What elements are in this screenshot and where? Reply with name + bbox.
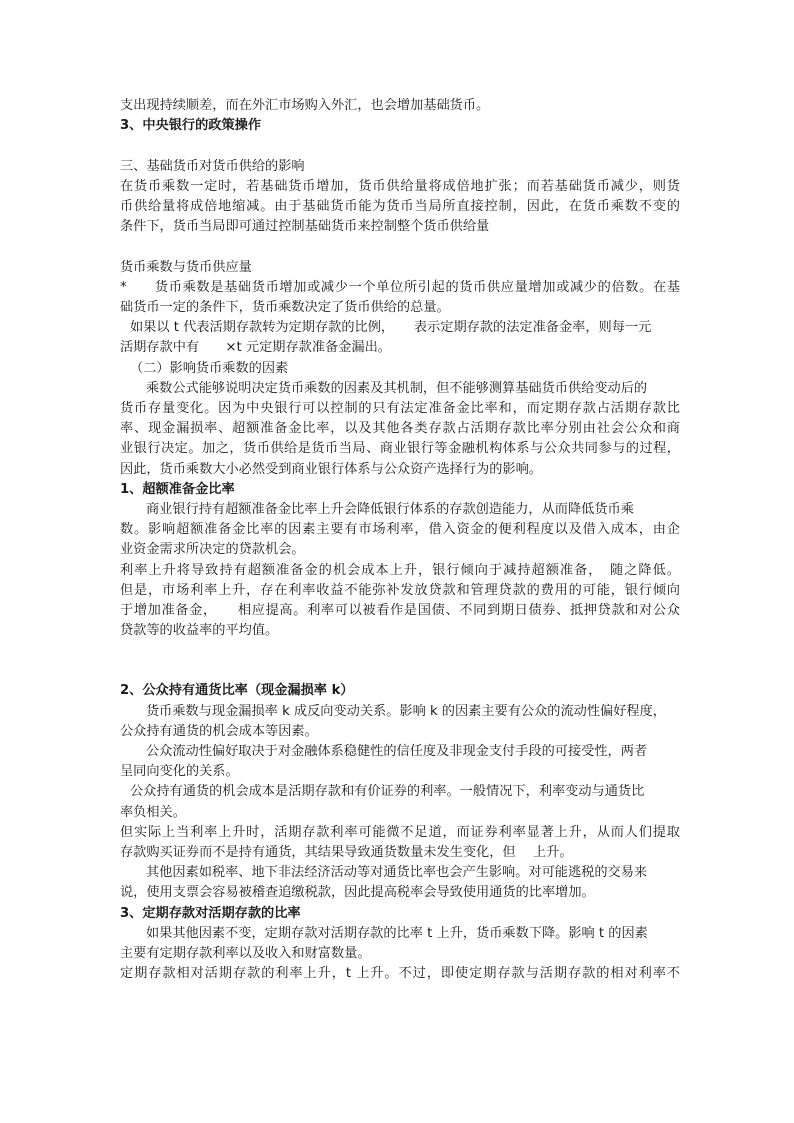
text-line: 但是，市场利率上升，存在利率收益不能弥补发放贷款和管理贷款的费用的可能，银行倾向 <box>120 582 680 598</box>
text-line: 货币乘数与现金漏损率 k 成反向变动关系。影响 k 的因素主要有公众的流动性偏好程度， <box>146 703 666 719</box>
text-line: 说，使用支票会容易被稽查追缴税款，因此提高税率会导致使用通货的比率增加。 <box>120 885 595 901</box>
text-line: 条件下，货币当局即可通过控制基础货币来控制整个货币供给量 <box>120 219 490 235</box>
text-line: 因此，货币乘数大小必然受到商业银行体系与公众资产选择行为的影响。 <box>120 461 542 477</box>
text-line: 于增加准备金， 相应提高。利率可以被看作是国债、不同到期日债券、抵押贷款和对公众 <box>120 603 680 619</box>
text-line: 公众持有通货的机会成本是活期存款和有价证券的利率。一般情况下，利率变动与通货比 <box>130 784 645 800</box>
section-heading: 三、基础货币对货币供给的影响 <box>120 158 305 174</box>
text-line: 业银行决定。加之，货币供给是货币当局、商业银行等金融机构体系与公众共同参与的过程， <box>120 441 680 457</box>
text-line: 定期存款相对活期存款的利率上升，t 上升。不过，即使定期存款与活期存款的相对利率不 <box>120 966 680 982</box>
document-page <box>120 96 680 985</box>
text-line: 如果以 t 代表活期存款转为定期存款的比例， 表示定期存款的法定准备金率，则每一元 <box>130 320 652 336</box>
text-line: 支出现持续顺差，而在外汇市场购入外汇，也会增加基础货币。 <box>120 98 490 113</box>
section-heading: （二）影响货币乘数的因素 <box>130 360 289 376</box>
text-line: 但实际上当利率上升时，活期存款利率可能微不足道，而证券利率显著上升，从而人们提取 <box>120 824 680 840</box>
text-line: 商业银行持有超额准备金比率上升会降低银行体系的存款创造能力，从而降低货币乘 <box>146 502 634 518</box>
text-line: 贷款等的收益率的平均值。 <box>120 623 279 639</box>
text-line: 公众持有通货的机会成本等因素。 <box>120 723 318 739</box>
text-line: * 货币乘数是基础货币增加或减少一个单位所引起的货币供应量增加或减少的倍数。在基 <box>120 279 680 295</box>
text-line: 数。影响超额准备金比率的因素主要有市场利率，借入资金的便利程度以及借入成本，由企 <box>120 522 680 538</box>
text-line: 呈同向变化的关系。 <box>120 764 239 780</box>
text-line: 公众流动性偏好取决于对金融体系稳健性的信任度及非现金支付手段的可接受性，两者 <box>146 744 648 760</box>
text-line: 在货币乘数一定时，若基础货币增加，货币供给量将成倍地扩张；而若基础货币减少，则货 <box>120 178 680 194</box>
section-heading: 1、超额准备金比率 <box>120 481 235 497</box>
text-line: 存款购买证券而不是持有通货，其结果导致通货数量未发生变化，但 上升。 <box>120 845 573 861</box>
section-heading: 2、公众持有通货比率（现金漏损率 k） <box>120 683 354 699</box>
section-heading: 3、中央银行的政策操作 <box>120 118 262 134</box>
text-line: 货币存量变化。因为中央银行可以控制的只有法定准备金比率和，而定期存款占活期存款比 <box>120 401 680 417</box>
section-heading: 3、定期存款对活期存款的比率 <box>120 905 301 921</box>
text-line: 利率上升将导致持有超额准备金的机会成本上升，银行倾向于减持超额准备， 随之降低。 <box>120 562 680 578</box>
text-line: 础货币一定的条件下，货币乘数决定了货币供给的总量。 <box>120 300 450 315</box>
text-line: 率负相关。 <box>120 804 186 820</box>
text-line: 率、现金漏损率、超额准备金比率，以及其他各类存款占活期存款比率分别由社会公众和商 <box>120 421 680 437</box>
text-line: 业资金需求所决定的贷款机会。 <box>120 542 305 558</box>
text-line: 其他因素如税率、地下非法经济活动等对通货比率也会产生影响。对可能逃税的交易来 <box>146 865 648 881</box>
text-line: 主要有定期存款利率以及收入和财富数量。 <box>120 946 371 962</box>
text-line: 币供给量将成倍地缩减。由于基础货币能为货币当局所直接控制，因此，在货币乘数不变的 <box>120 199 680 214</box>
section-heading: 货币乘数与货币供应量 <box>120 259 252 275</box>
text-line: 乘数公式能够说明决定货币乘数的因素及其机制，但不能够测算基础货币供给变动后的 <box>146 380 648 396</box>
text-line: 如果其他因素不变，定期存款对活期存款的比率 t 上升，货币乘数下降。影响 t 的因素 <box>146 925 648 941</box>
text-line: 活期存款中有 ×t 元定期存款准备金漏出。 <box>120 340 391 356</box>
